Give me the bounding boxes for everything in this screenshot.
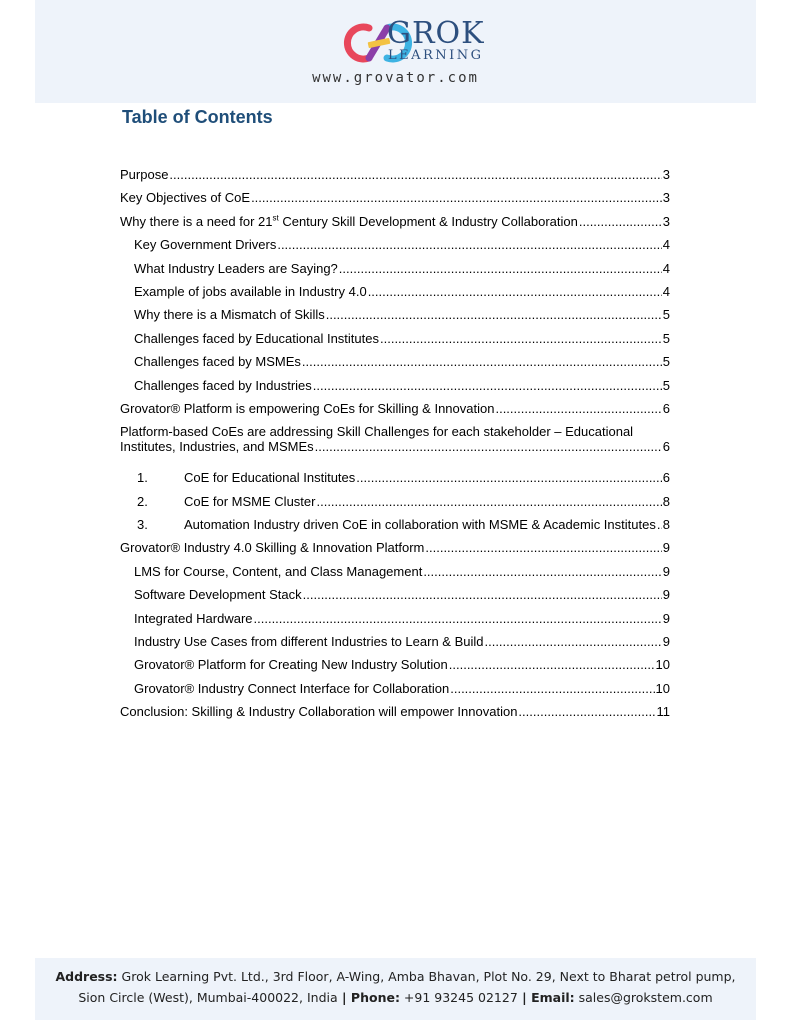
toc-page-number: 10 — [655, 680, 670, 696]
toc-entry-text: Integrated Hardware — [134, 610, 253, 626]
toc-entry[interactable] — [120, 399, 670, 422]
brand-subtitle: LEARNING — [388, 48, 484, 63]
toc-entry-text: Grovator® Industry 4.0 Skilling & Innovation Platform — [120, 540, 425, 556]
toc-entry[interactable] — [120, 655, 670, 678]
toc-page-number: 5 — [662, 307, 670, 323]
toc-page-number: 9 — [662, 610, 670, 626]
toc-entry[interactable] — [120, 702, 670, 725]
toc-page-number: 4 — [662, 237, 670, 253]
toc-entry-text: LMS for Course, Content, and Class Management — [134, 563, 423, 579]
brand-name: GROK — [387, 16, 485, 51]
toc-entry[interactable] — [120, 188, 670, 211]
toc-entry-text: Purpose — [120, 167, 169, 182]
toc-page-number: 5 — [662, 354, 670, 370]
toc-entry-text: CoE for MSME Cluster — [184, 493, 316, 509]
email-label: Email: — [531, 990, 575, 1005]
toc-entry[interactable] — [120, 492, 670, 515]
toc-entry-text: Automation Industry driven CoE in collaboration with MSME & Academic Institutes — [184, 517, 656, 533]
toc-page-number: 9 — [662, 587, 670, 603]
address-label: Address: — [55, 969, 118, 984]
toc-entry[interactable] — [120, 282, 670, 305]
toc-entry-text: Why there is a need for 21st Century Skill Development & Industry Collaboration — [120, 213, 578, 229]
toc-entry-text-continued: Institutes, Industries, and MSMEs — [120, 439, 314, 455]
page-title: Table of Contents — [122, 107, 273, 127]
phone-number[interactable]: +91 93245 02127 — [399, 990, 518, 1005]
toc-entry-text: Grovator® Platform is empowering CoEs for Skilling & Innovation — [120, 400, 495, 416]
toc-page-number: 6 — [662, 400, 670, 416]
toc-entry[interactable] — [120, 679, 670, 702]
toc-entry[interactable] — [120, 259, 670, 282]
toc-entry-text: Grovator® Platform for Creating New Industry Solution — [134, 657, 448, 673]
toc-page-number: 9 — [662, 563, 670, 579]
footer-address-line — [35, 969, 756, 985]
toc-page-number: 4 — [662, 260, 670, 276]
footer-contact-line: Sion Circle (West), Mumbai-400022, India | Phone: +91 93245 02127 | Email: sales@grokstem.com — [78, 990, 713, 1005]
toc-entry-text: What Industry Leaders are Saying? — [134, 260, 338, 276]
toc-page-number: 3 — [662, 213, 670, 229]
toc-entry[interactable] — [120, 235, 670, 258]
website-url[interactable]: www.grovator.com — [312, 70, 479, 86]
toc-entry-text: Platform-based CoEs are addressing Skill Challenges for each stakeholder – Educational — [120, 424, 634, 440]
toc-entry-text: CoE for Educational Institutes — [184, 470, 356, 486]
toc-entry-text: Challenges faced by MSMEs — [134, 354, 301, 370]
email-address[interactable]: sales@grokstem.com — [574, 990, 713, 1005]
toc-page-number: 9 — [662, 634, 670, 650]
toc-page-number: 5 — [662, 330, 670, 346]
toc-entry[interactable] — [120, 376, 670, 399]
toc-entry[interactable] — [120, 468, 670, 491]
address-text: Grok Learning Pvt. Ltd., 3rd Floor, A-Wing, Amba Bhavan, Plot No. 29, Next to Bharat petrol pump, — [117, 969, 736, 984]
toc-entry-text: Key Government Drivers — [134, 237, 277, 253]
phone-label: Phone: — [350, 990, 400, 1005]
table-of-contents — [120, 165, 670, 726]
toc-entry[interactable] — [120, 165, 670, 188]
toc-page-number: 3 — [662, 167, 670, 182]
toc-entry-number: 2. — [137, 493, 148, 509]
toc-entry-text: Challenges faced by Educational Institutes — [134, 330, 379, 346]
toc-entry-text: Example of jobs available in Industry 4.0 — [134, 283, 367, 299]
toc-entry[interactable] — [120, 329, 670, 352]
toc-page-number: 8 — [662, 517, 670, 533]
toc-entry-number: 3. — [137, 517, 148, 533]
toc-entry[interactable] — [120, 515, 670, 538]
toc-page-number: 11 — [656, 704, 670, 720]
toc-entry-text: Challenges faced by Industries — [134, 377, 312, 393]
toc-entry[interactable] — [120, 562, 670, 585]
toc-entry-text: Key Objectives of CoE — [120, 190, 251, 206]
toc-entry-text: Grovator® Industry Connect Interface for Collaboration — [134, 680, 450, 696]
toc-entry[interactable] — [120, 422, 670, 468]
address-text-continued: Sion Circle (West), Mumbai-400022, India — [78, 990, 338, 1005]
toc-page-number: 9 — [662, 540, 670, 556]
toc-entry-text: Industry Use Cases from different Industries to Learn & Build — [134, 634, 484, 650]
toc-entry[interactable] — [120, 585, 670, 608]
toc-entry[interactable] — [120, 212, 670, 235]
toc-entry[interactable] — [120, 538, 670, 561]
toc-page-number: 8 — [662, 493, 670, 509]
toc-entry[interactable] — [120, 305, 670, 328]
toc-page-number: 6 — [662, 470, 670, 486]
toc-entry[interactable] — [120, 609, 670, 632]
toc-entry-text: Why there is a Mismatch of Skills — [134, 307, 325, 323]
toc-entry[interactable] — [120, 352, 670, 375]
page-footer — [35, 958, 756, 1020]
toc-page-number: 4 — [662, 283, 670, 299]
toc-entry-number: 1. — [137, 470, 148, 486]
toc-entry-text: Software Development Stack — [134, 587, 302, 603]
toc-page-number: 3 — [662, 190, 670, 206]
toc-page-number: 5 — [662, 377, 670, 393]
toc-entry[interactable] — [120, 632, 670, 655]
toc-entry-text: Conclusion: Skilling & Industry Collaboration will empower Innovation — [120, 704, 518, 720]
toc-page-number: 6 — [662, 439, 670, 455]
toc-page-number: 10 — [655, 657, 670, 673]
